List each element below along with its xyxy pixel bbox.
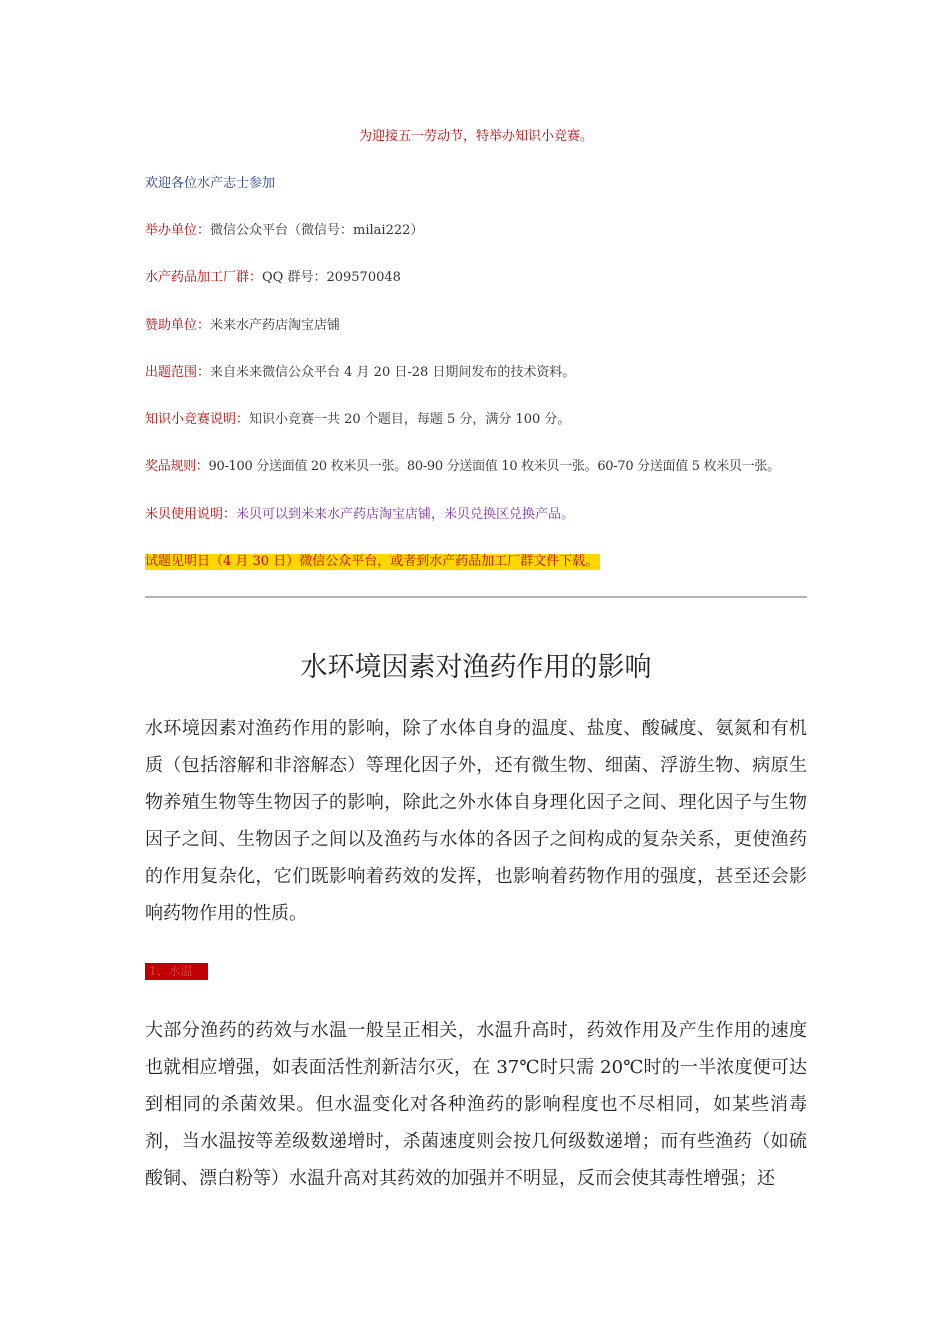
description-value: 知识小竞赛一共 20 个题目，每题 5 分，满分 100 分。 (249, 412, 571, 427)
welcome-line: 欢迎各位水产志士参加 (145, 176, 276, 191)
scope-label: 出题范围： (145, 365, 211, 380)
prize-rules-line (145, 459, 780, 475)
organizer-value: 微信公众平台（微信号：milai222） (210, 223, 424, 238)
description-label: 知识小竞赛说明： (145, 412, 250, 427)
mibei-usage-line (145, 507, 574, 523)
sponsor-value: 米来水产药店淘宝店铺 (210, 318, 341, 333)
description-line (145, 412, 570, 428)
article-title: 水环境因素对渔药作用的影响 (300, 652, 652, 683)
organizer-line (145, 223, 423, 239)
prize-rules-label: 奖品规则： (145, 459, 209, 474)
mibei-usage-label: 米贝使用说明： (145, 507, 237, 522)
contest-announcement: 为迎接五一劳动节，特举办知识小竞赛。 (358, 129, 593, 144)
prize-rules-value: 90-100 分送面值 20 枚米贝一张。80-90 分送面值 10 枚米贝一张。60-70 分送面值 5 枚米贝一张。 (208, 459, 780, 474)
organizer-label: 举办单位： (145, 223, 211, 238)
test-notice-line (145, 554, 600, 570)
factory-group-line (145, 270, 401, 286)
factory-group-value: QQ 群号：209570048 (262, 270, 401, 285)
horizontal-divider (145, 596, 807, 598)
scope-value: 来自米来微信公众平台 4 月 20 日-28 日期间发布的技术资料。 (210, 365, 576, 380)
sponsor-line (145, 318, 340, 334)
intro-paragraph: 水环境因素对渔药作用的影响，除了水体自身的温度、盐度、酸碱度、氨氮和有机质（包括溶解和非溶解态）等理化因子外，还有微生物、细菌、浮游生物、病原生物养殖生物等生物因子的影响，除此之外水体自身理化因子之间、理化因子与生物因子之间、生物因子之间以及渔药与水体的各因子之间构成的复杂关系，更使渔药的作用复杂化，它们既影响着药效的发挥，也影响着药物作用的强度，甚至还会影响药物作用的性质。 (145, 718, 807, 924)
factory-group-label: 水产药品加工厂群： (145, 270, 263, 285)
sponsor-label: 赞助单位： (145, 318, 211, 333)
mibei-usage-value: 米贝可以到米来水产药店淘宝店铺，米贝兑换区兑换产品。 (236, 507, 575, 522)
section-body-paragraph: 大部分渔药的药效与水温一般呈正相关，水温升高时，药效作用及产生作用的速度也就相应增强，如表面活性剂新洁尔灭，在 37℃时只需 20℃时的一半浓度便可达到相同的杀菌效果。但水温变化对各种渔药的影响程度也不尽相同，如某些消毒剂，当水温按等差级数递增时，杀菌速度则会按几何级数递增；而有些渔药（如硫酸铜、漂白粉等）水温升高对其药效的加强并不明显，反而会使其毒性增强；还 (145, 1020, 807, 1189)
test-notice-highlight: 试题见明日（4 月 30 日）微信公众平台，或者到水产药品加工厂群文件下载。 (145, 554, 599, 569)
scope-line (145, 365, 575, 381)
section-heading-tag: 1、水温 (145, 963, 208, 980)
